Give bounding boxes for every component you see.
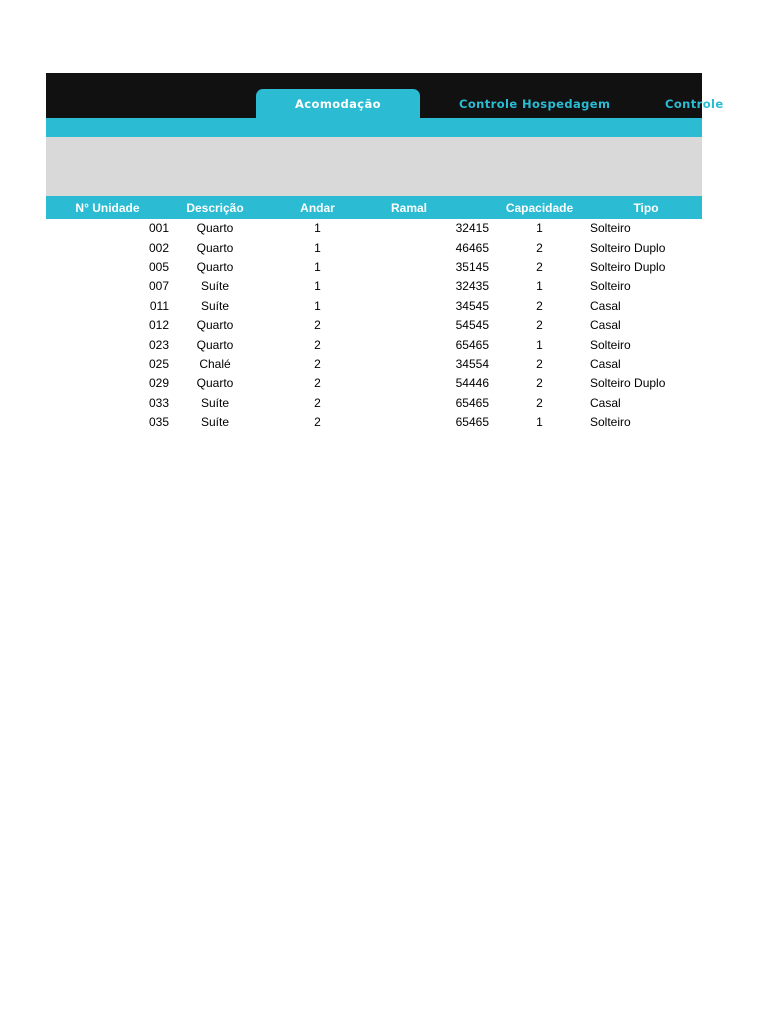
cell-capacidade[interactable]: 2: [536, 240, 543, 255]
cell-unidade[interactable]: 011: [149, 298, 169, 313]
cell-ramal[interactable]: 54446: [455, 376, 489, 391]
cell-andar[interactable]: 2: [314, 415, 321, 430]
cell-unidade[interactable]: 029: [148, 376, 169, 391]
table-row: [46, 258, 702, 277]
table-header-row: [46, 196, 702, 219]
cell-ramal[interactable]: 34554: [455, 356, 489, 371]
table-row: [46, 355, 702, 374]
tab-acomodacao[interactable]: Acomodação: [256, 89, 420, 118]
cell-ramal[interactable]: 32415: [455, 221, 489, 236]
column-header-andar[interactable]: Andar: [300, 200, 335, 215]
cell-capacidade[interactable]: 2: [536, 259, 543, 274]
cell-descricao[interactable]: Suíte: [200, 298, 230, 313]
cell-unidade[interactable]: 035: [148, 415, 169, 430]
cell-descricao[interactable]: Quarto: [196, 240, 234, 255]
cell-tipo[interactable]: Solteiro Duplo: [590, 259, 666, 274]
table-row: [46, 297, 702, 316]
cell-tipo[interactable]: Casal: [590, 356, 621, 371]
cell-andar[interactable]: 1: [314, 279, 321, 294]
table-row: [46, 335, 702, 354]
cell-andar[interactable]: 1: [314, 221, 321, 236]
cell-descricao[interactable]: Quarto: [196, 337, 234, 352]
cell-andar[interactable]: 2: [314, 395, 321, 410]
table-row: [46, 394, 702, 413]
cell-capacidade[interactable]: 2: [536, 356, 543, 371]
cell-unidade[interactable]: 001: [148, 221, 169, 236]
cell-capacidade[interactable]: 1: [536, 221, 543, 236]
table-row: [46, 238, 702, 257]
cell-descricao[interactable]: Chalé: [199, 356, 231, 371]
cell-ramal[interactable]: 34545: [455, 298, 489, 313]
cell-ramal[interactable]: 65465: [455, 415, 489, 430]
column-header-tipo[interactable]: Tipo: [633, 200, 659, 215]
table-row: [46, 374, 702, 393]
cell-tipo[interactable]: Solteiro: [590, 221, 631, 236]
tab-bar: [46, 73, 724, 118]
cell-unidade[interactable]: 007: [148, 279, 169, 294]
cell-andar[interactable]: 1: [314, 298, 321, 313]
cell-capacidade[interactable]: 1: [536, 337, 543, 352]
cell-ramal[interactable]: 32435: [455, 279, 489, 294]
cell-ramal[interactable]: 65465: [455, 395, 489, 410]
cell-descricao[interactable]: Suíte: [200, 395, 230, 410]
cell-capacidade[interactable]: 2: [536, 298, 543, 313]
cell-capacidade[interactable]: 2: [536, 395, 543, 410]
cell-tipo[interactable]: Solteiro Duplo: [590, 240, 666, 255]
column-header-capacidade[interactable]: Capacidade: [505, 200, 574, 215]
tab-controle-hospedagem[interactable]: Controle Hospedagem: [459, 97, 611, 111]
cell-ramal[interactable]: 54545: [455, 318, 489, 333]
cell-andar[interactable]: 2: [314, 376, 321, 391]
cell-tipo[interactable]: Solteiro Duplo: [590, 376, 666, 391]
table-row: [46, 277, 702, 296]
cell-descricao[interactable]: Quarto: [196, 318, 234, 333]
cell-tipo[interactable]: Solteiro: [590, 415, 631, 430]
cell-tipo[interactable]: Solteiro: [590, 337, 631, 352]
cell-descricao[interactable]: Quarto: [196, 259, 234, 274]
cell-unidade[interactable]: 012: [148, 318, 169, 333]
accommodation-table: [46, 196, 702, 432]
accent-band: [46, 118, 702, 137]
tab-controle[interactable]: Controle: [665, 97, 724, 111]
cell-tipo[interactable]: Solteiro: [590, 279, 631, 294]
cell-descricao[interactable]: Quarto: [196, 376, 234, 391]
cell-unidade[interactable]: 005: [148, 259, 169, 274]
table-row: [46, 413, 702, 432]
cell-unidade[interactable]: 025: [148, 356, 169, 371]
cell-tipo[interactable]: Casal: [590, 298, 621, 313]
cell-descricao[interactable]: Suíte: [200, 415, 230, 430]
cell-unidade[interactable]: 002: [148, 240, 169, 255]
column-header-descricao[interactable]: Descrição: [186, 200, 244, 215]
cell-tipo[interactable]: Casal: [590, 395, 621, 410]
column-header-unidade[interactable]: N° Unidade: [75, 200, 140, 215]
cell-andar[interactable]: 1: [314, 240, 321, 255]
cell-descricao[interactable]: Quarto: [196, 221, 234, 236]
cell-andar[interactable]: 2: [314, 356, 321, 371]
cell-andar[interactable]: 2: [314, 318, 321, 333]
cell-unidade[interactable]: 023: [148, 337, 169, 352]
table-row: [46, 219, 702, 238]
cell-ramal[interactable]: 46465: [455, 240, 489, 255]
spreadsheet-area: [46, 73, 724, 433]
cell-capacidade[interactable]: 1: [536, 415, 543, 430]
cell-unidade[interactable]: 033: [148, 395, 169, 410]
cell-capacidade[interactable]: 2: [536, 376, 543, 391]
cell-tipo[interactable]: Casal: [590, 318, 621, 333]
column-header-ramal[interactable]: Ramal: [391, 200, 428, 215]
cell-ramal[interactable]: 35145: [455, 259, 489, 274]
cell-capacidade[interactable]: 1: [536, 279, 543, 294]
cell-ramal[interactable]: 65465: [455, 337, 489, 352]
title-area: [46, 137, 702, 196]
cell-andar[interactable]: 2: [314, 337, 321, 352]
cell-capacidade[interactable]: 2: [536, 318, 543, 333]
cell-andar[interactable]: 1: [314, 259, 321, 274]
cell-descricao[interactable]: Suíte: [200, 279, 230, 294]
table-row: [46, 316, 702, 335]
